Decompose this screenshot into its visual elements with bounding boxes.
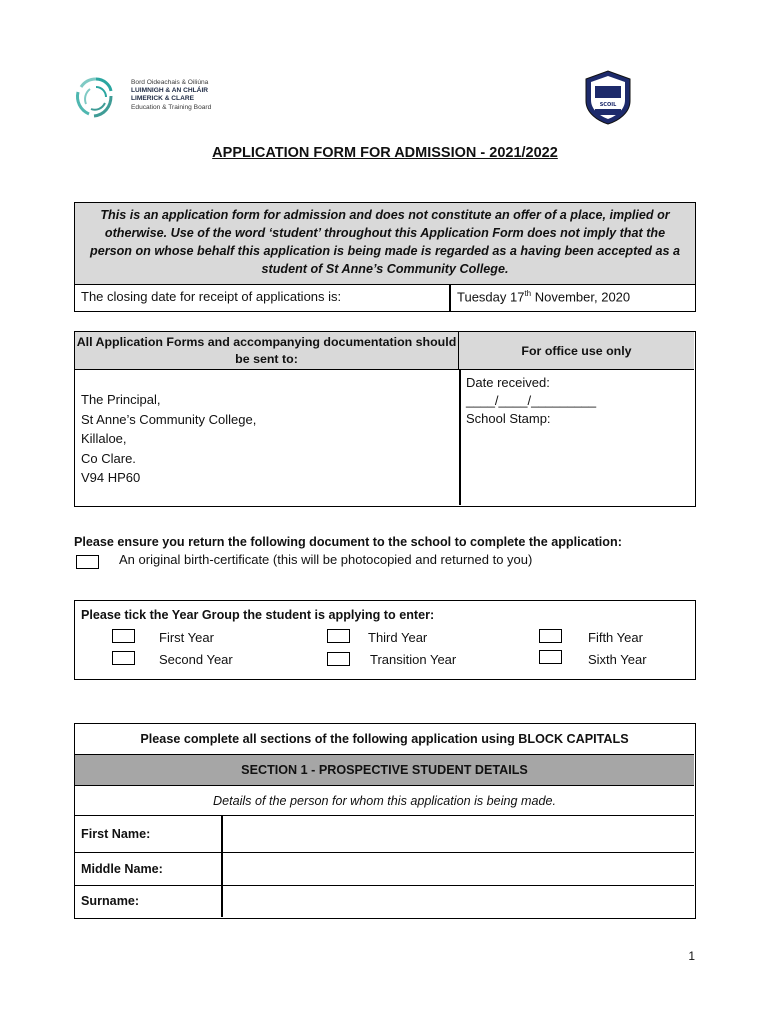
divider bbox=[449, 284, 451, 311]
date-received-label: Date received: bbox=[466, 375, 550, 390]
postal-address bbox=[81, 390, 256, 488]
etb-line-4: Education & Training Board bbox=[131, 103, 212, 111]
address-heading: All Application Forms and accompanying documentation should be sent to: bbox=[75, 332, 459, 370]
office-use-area bbox=[466, 374, 596, 428]
second-year-checkbox[interactable] bbox=[112, 651, 135, 665]
block-capitals-instruction: Please complete all sections of the following application using BLOCK CAPITALS bbox=[75, 724, 694, 755]
closing-date-row bbox=[74, 284, 696, 312]
school-stamp-label: School Stamp: bbox=[466, 411, 551, 426]
surname-label: Surname: bbox=[81, 894, 140, 908]
first-year-label: First Year bbox=[159, 630, 214, 645]
page-title: APPLICATION FORM FOR ADMISSION - 2021/2022 bbox=[212, 145, 558, 161]
surname-input[interactable] bbox=[223, 886, 694, 917]
address-line: Killaloe, bbox=[81, 431, 127, 446]
fifth-year-label: Fifth Year bbox=[588, 630, 643, 645]
second-year-label: Second Year bbox=[159, 652, 233, 667]
year-group-box bbox=[74, 600, 696, 680]
etb-line-1: Bord Oideachais & Oiliúna bbox=[131, 79, 209, 86]
school-crest-icon bbox=[582, 69, 634, 125]
closing-date-value: Tuesday 17th November, 2020 bbox=[457, 289, 631, 305]
first-name-input[interactable] bbox=[223, 816, 694, 852]
middle-name-label: Middle Name: bbox=[81, 862, 163, 876]
address-line: The Principal, bbox=[81, 392, 161, 407]
section-title: SECTION 1 - PROSPECTIVE STUDENT DETAILS bbox=[75, 755, 694, 786]
section-description: Details of the person for whom this application is being made. bbox=[75, 786, 694, 816]
office-use-heading: For office use only bbox=[459, 332, 694, 370]
transition-year-label: Transition Year bbox=[370, 652, 457, 667]
etb-text bbox=[131, 79, 211, 112]
address-line: St Anne’s Community College, bbox=[81, 411, 257, 427]
sixth-year-label: Sixth Year bbox=[588, 652, 647, 667]
crest-text: SCOIL bbox=[599, 102, 617, 108]
page-number: 1 bbox=[688, 949, 695, 963]
middle-name-input[interactable] bbox=[223, 853, 694, 885]
third-year-checkbox[interactable] bbox=[327, 629, 350, 643]
etb-line-3: LIMERICK & CLARE bbox=[131, 95, 195, 103]
first-name-label: First Name: bbox=[81, 827, 151, 841]
notice-text: This is an application form for admission and does not constitute an offer of a place, implied or otherwise. Use of the word ‘student’ throughout this Application Form does not imply that the person on whose behalf this application is being made is regarded as a having been accepted as a student of St Anne’s Community College. bbox=[74, 202, 696, 285]
first-year-checkbox[interactable] bbox=[112, 629, 135, 643]
birth-certificate-checkbox[interactable] bbox=[76, 555, 99, 569]
sixth-year-checkbox[interactable] bbox=[539, 650, 562, 664]
year-group-question: Please tick the Year Group the student is applying to enter: bbox=[81, 608, 435, 622]
address-line: V94 HP60 bbox=[81, 470, 141, 485]
etb-line-2: LUIMNIGH & AN CHLÁIR bbox=[131, 87, 209, 95]
date-received-field[interactable]: ____/____/_________ bbox=[466, 393, 597, 408]
closing-date-label: The closing date for receipt of applications is: bbox=[81, 289, 342, 304]
address-line: Co Clare. bbox=[81, 450, 136, 466]
fifth-year-checkbox[interactable] bbox=[539, 629, 562, 643]
third-year-label: Third Year bbox=[368, 630, 428, 645]
documents-instruction: Please ensure you return the following document to the school to complete the application: bbox=[74, 535, 622, 549]
birth-certificate-label: An original birth-certificate (this will be photocopied and returned to you) bbox=[119, 552, 533, 567]
divider bbox=[459, 370, 461, 505]
address-table bbox=[74, 331, 696, 507]
transition-year-checkbox[interactable] bbox=[327, 652, 350, 666]
application-table bbox=[74, 723, 696, 919]
